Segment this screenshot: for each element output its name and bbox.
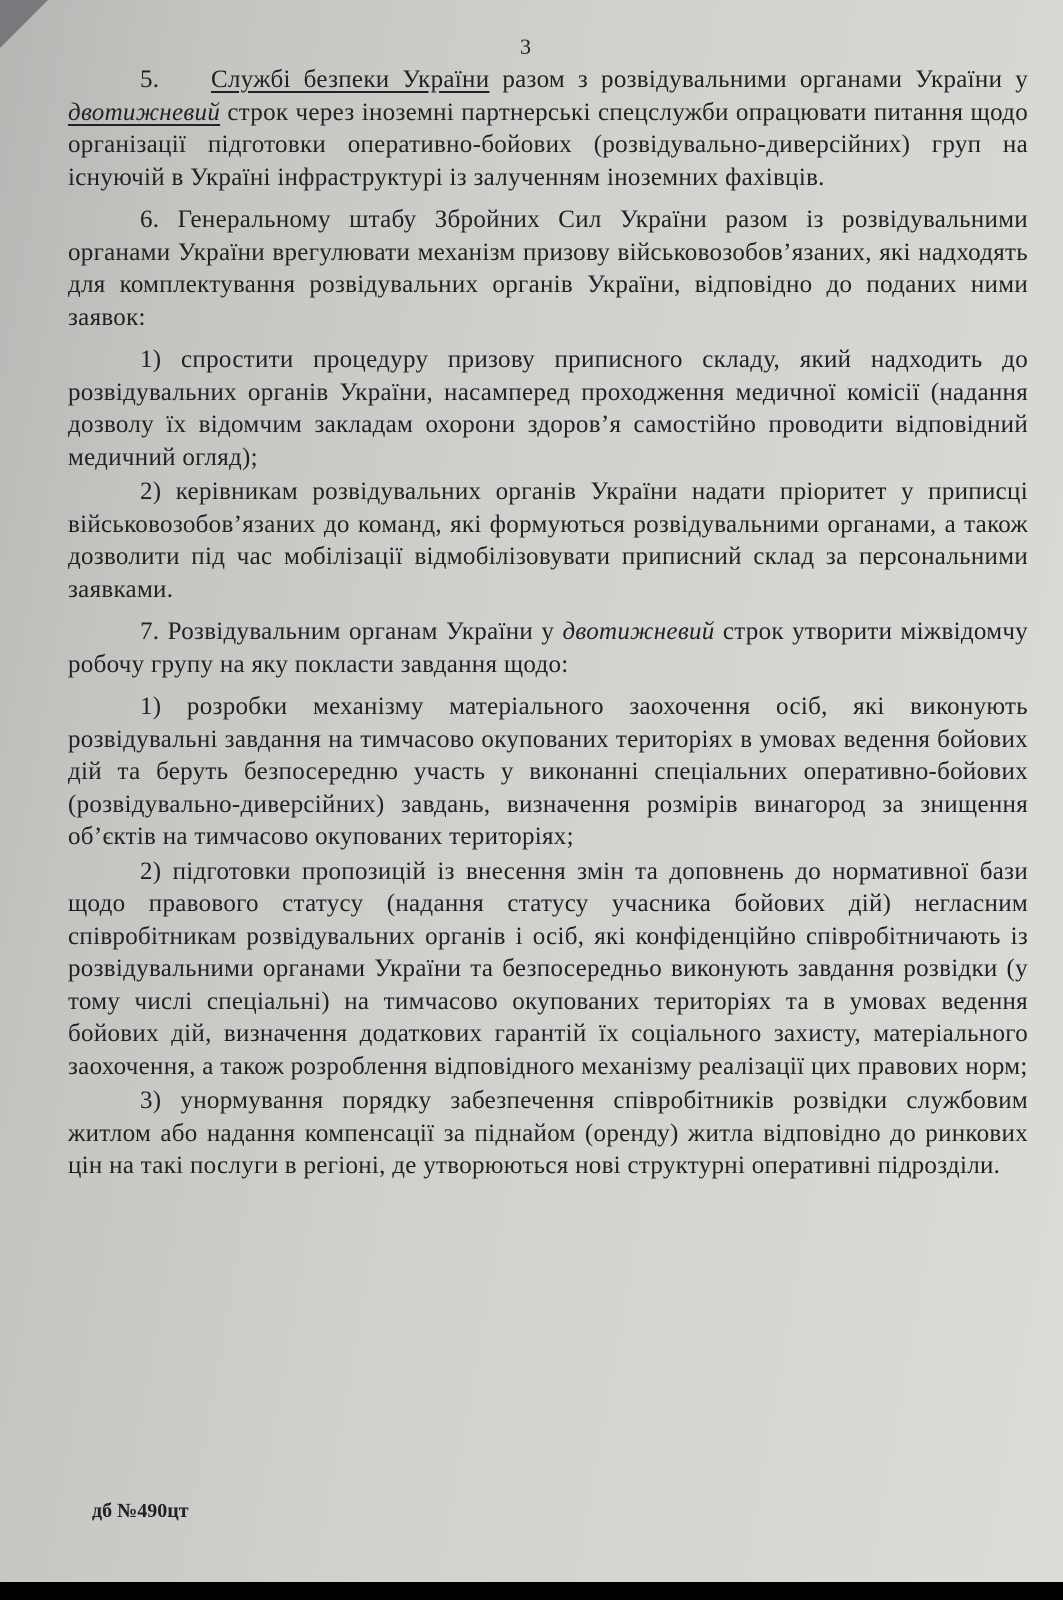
item-7-term: двотижневий xyxy=(562,618,715,645)
document-body xyxy=(68,64,1028,1185)
item-5-text-b: строк через іноземні партнерські спецслужби опрацювати питання щодо організації підготовки оперативно-бойових (розвідувально-диверсійних) груп на існуючій в Україні інфраструктурі із залученням іноземних фахівців. xyxy=(68,98,1028,191)
item-6-sub-1: 1) спростити процедуру призову приписного складу, який надходить до розвідувальних органів України, насамперед проходження медичної комісії (надання дозволу їх відомчим закладам охорони здоров’я самостійно проводити відповідний медичний огляд); xyxy=(68,346,1028,471)
item-7-sub-3: 3) унормування порядку забезпечення співробітників розвідки службовим житлом або надання компенсації за піднайом (оренду) житла відповідно до ринкових цін на такі послуги в регіоні, де утворюються нові структурні оперативні підрозділи. xyxy=(68,1087,1028,1179)
item-7-sub-1: 1) розробки механізму матеріального заохочення осіб, які виконують розвідувальні завдання на тимчасово окупованих територіях в умовах ведення бойових дій та беруть безпосередню участь у виконанні спеціальних оперативно-бойових (розвідувально-диверсійних) завдань, визначення розмірів винагород за знищення об’єктів на тимчасово окупованих територіях; xyxy=(68,693,1028,850)
page-number: 3 xyxy=(520,34,531,59)
item-5-term: двотижневий xyxy=(68,98,221,126)
item-5-number: 5. xyxy=(140,66,160,93)
item-5 xyxy=(68,64,1028,194)
item-6: 6. Генеральному штабу Збройних Сил України разом із розвідувальними органами України врегулювати механізм призову військовозобов’язаних, які надходять для комплектування розвідувальних органів України, відповідно до поданих ними заявок: xyxy=(68,206,1028,331)
folded-corner xyxy=(0,0,48,48)
item-5-organization: Службі безпеки України xyxy=(211,66,490,93)
item-7-sub-2: 2) підготовки пропозицій із внесення змін та доповнень до нормативної бази щодо правового статусу (надання статусу учасника бойових дій) негласним співробітникам розвідувальних органів і осіб, які конфіденційно співробітничають із розвідувальними органами України та безпосередньо виконують завдання розвідки (у тому числі спеціальні) на тимчасово окупованих територіях та в умовах ведення бойових дій, визначення додаткових гарантій їх соціального захисту, матеріального заохочення, а також розроблення відповідного механізму реалізації цих правових норм; xyxy=(68,857,1028,1080)
item-5-text-a: разом з розвідувальними органами України у xyxy=(489,66,1029,93)
item-7-text-a: 7. Розвідувальним органам України у xyxy=(140,618,563,645)
document-code: дб №490цт xyxy=(92,1500,189,1522)
item-7 xyxy=(68,616,1028,681)
item-6-sub-2: 2) керівникам розвідувальних органів України надати пріоритет у приписці військовозобов’язаних до команд, які формуються розвідувальними органами, а також дозволити під час мобілізації відмобілізовувати приписний склад за персональними заявками. xyxy=(68,478,1028,603)
item-7-text-b: строк утворити міжвідомчу робочу групу на яку покласти завдання щодо: xyxy=(68,618,1028,678)
